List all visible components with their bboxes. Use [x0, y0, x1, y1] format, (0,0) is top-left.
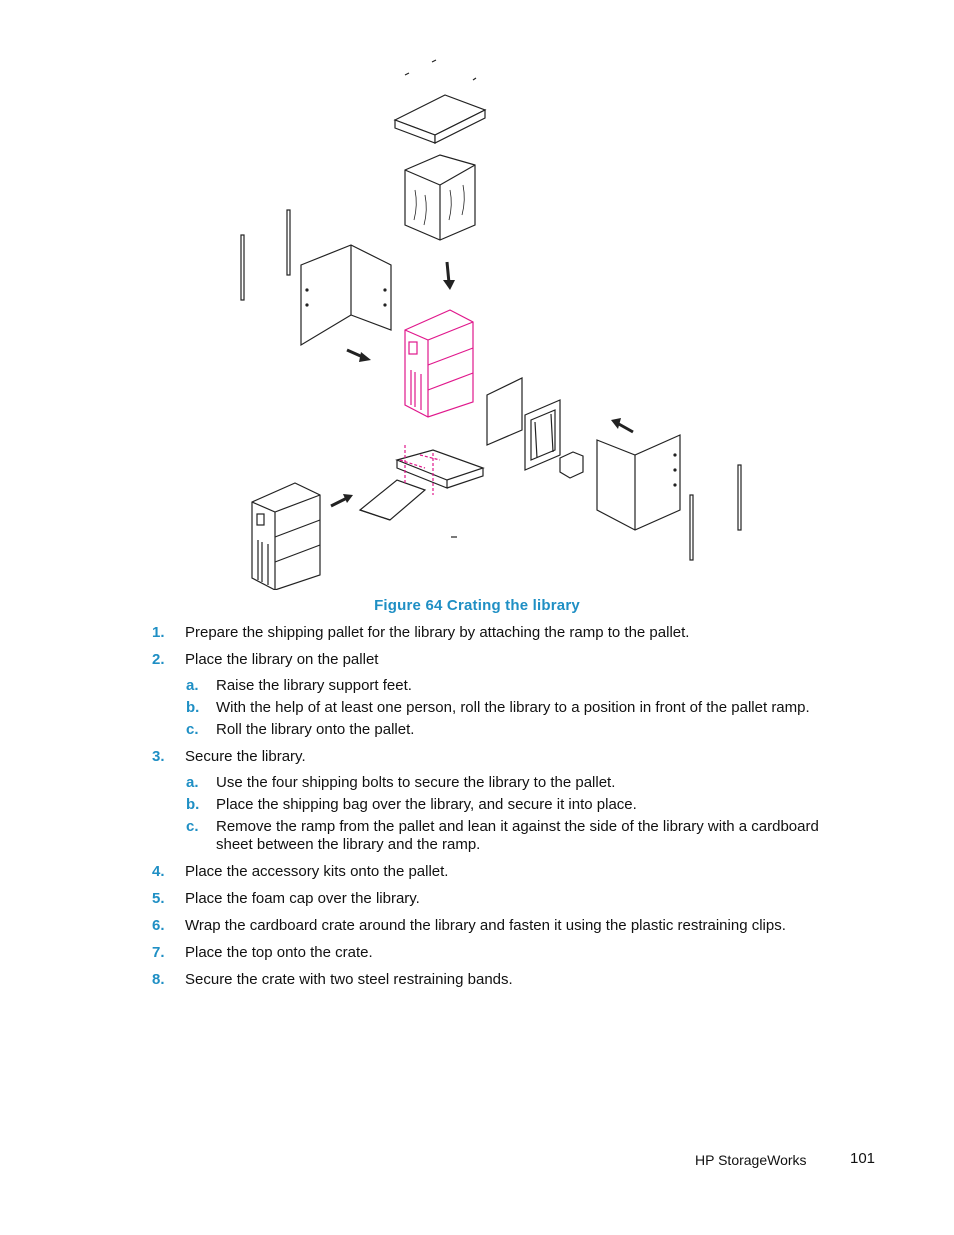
step-number: 3.	[152, 748, 165, 765]
substep-text: Raise the library support feet.	[216, 677, 412, 694]
step-number: 6.	[152, 917, 165, 934]
crate-wall-right	[597, 435, 680, 530]
step-number: 8.	[152, 971, 165, 988]
step-text: Secure the library.	[185, 748, 306, 765]
page-number: 101	[850, 1150, 876, 1167]
step-text: Secure the crate with two steel restraining bands.	[185, 971, 513, 988]
step-item	[152, 651, 842, 739]
step-item	[152, 917, 842, 935]
substep-text: With the help of at least one person, roll the library to a position in front of the pallet ramp.	[216, 699, 810, 716]
substep-item	[152, 774, 842, 792]
substep-text: Roll the library onto the pallet.	[216, 721, 415, 738]
cardboard-sheet	[487, 378, 522, 445]
substep-item	[152, 699, 842, 717]
step-item	[152, 944, 842, 962]
crating-illustration	[225, 40, 765, 590]
library-on-pallet	[252, 483, 320, 590]
substep-letter: a.	[186, 677, 199, 694]
library-magenta	[405, 310, 473, 417]
substep-item	[152, 818, 842, 854]
foam-cap	[405, 155, 475, 240]
substep-item	[152, 721, 842, 739]
step-number: 4.	[152, 863, 165, 880]
crate-top-lid	[395, 60, 485, 143]
step-text: Wrap the cardboard crate around the library and fasten it using the plastic restraining clips.	[185, 917, 786, 934]
step-text: Place the foam cap over the library.	[185, 890, 420, 907]
footer-product-title: HP StorageWorks	[695, 1152, 807, 1168]
substep-text: Place the shipping bag over the library, and secure it into place.	[216, 796, 637, 813]
substep-letter: a.	[186, 774, 199, 791]
substep-item	[152, 677, 842, 695]
step-item	[152, 748, 842, 854]
substep-letter: c.	[186, 818, 199, 835]
step-number: 2.	[152, 651, 165, 668]
step-text: Place the top onto the crate.	[185, 944, 373, 961]
substep-text: Remove the ramp from the pallet and lean it against the side of the library with a cardboard sheet between the library and the ramp.	[216, 818, 819, 853]
step-number: 5.	[152, 890, 165, 907]
substep-text: Use the four shipping bolts to secure the library to the pallet.	[216, 774, 616, 791]
crate-wall-left	[301, 245, 391, 345]
substep-letter: c.	[186, 721, 199, 738]
step-text: Place the library on the pallet	[185, 651, 379, 668]
substep-letter: b.	[186, 796, 200, 813]
step-list	[152, 624, 842, 998]
step-text: Prepare the shipping pallet for the library by attaching the ramp to the pallet.	[185, 624, 690, 641]
step-item	[152, 971, 842, 989]
step-number: 1.	[152, 624, 165, 641]
step-item	[152, 890, 842, 908]
accessory-kit	[560, 452, 583, 478]
step-text: Place the accessory kits onto the pallet.	[185, 863, 449, 880]
crating-diagram	[225, 40, 765, 590]
ramp-frame	[525, 400, 560, 470]
step-number: 7.	[152, 944, 165, 961]
pallet	[360, 445, 483, 520]
step-item	[152, 624, 842, 642]
figure-caption: Figure 64 Crating the library	[374, 597, 580, 614]
step-item	[152, 863, 842, 881]
substep-item	[152, 796, 842, 814]
substep-letter: b.	[186, 699, 200, 716]
